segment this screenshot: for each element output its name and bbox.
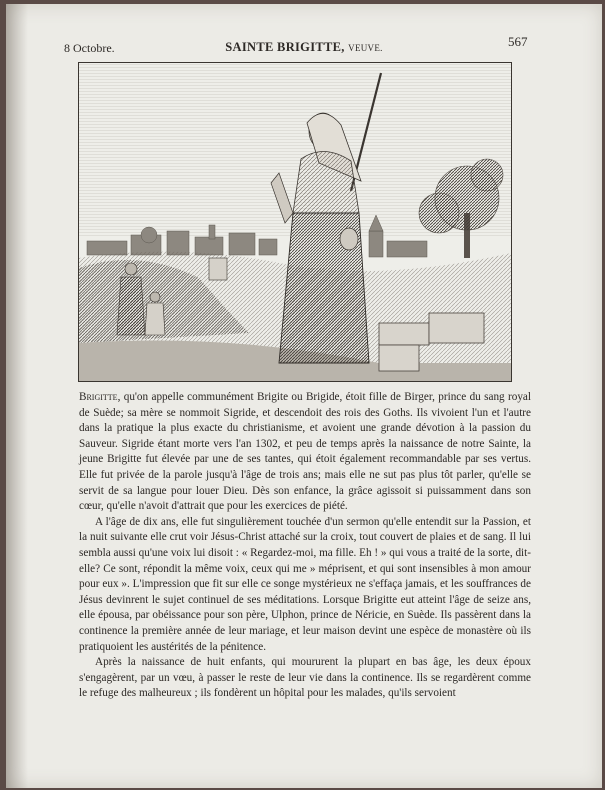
engraving-illustration: [78, 62, 512, 382]
paragraph-1: [79, 390, 531, 515]
page-number: 567: [508, 34, 528, 49]
body-text: [79, 390, 531, 702]
paragraph-3: Après la naissance de huit enfants, qui moururent la plupart en bas âge, les deux époux s'engagèrent, par un vœu, à passer le reste de leur vie dans la continence. Ils se regardèrent comme le refuge des malheureux ; ils fondèrent un hôpital pour les malades, qu'ils servoient: [79, 656, 531, 700]
page-shadow: [6, 4, 28, 788]
paragraph-2: A l'âge de dix ans, elle fut singulièrement touchée d'un sermon qu'elle entendit sur la Passion, et la nuit suivante elle crut voir Jésus-Christ attaché sur la croix, tout couvert de plaies et de sang. Il lui sembla aussi qu'une voix lui disoit : « Regardez-moi, ma fille. Eh ! » qui vous a traité de la sorte, dit-elle? Ce sont, répondit la même voix, ceux qui me » méprisent, et qui sont insensibles à mon amour pour eux ». L'impression que fit sur elle ce songe mystérieux ne s'effaça jamais, et les souffrances de Jésus devinrent le sujet continuel de ses méditations. Lorsque Brigitte eut atteint l'âge de seize ans, elle épousa, par obéissance pour son père, Ulphon, prince de Néricie, en Suède. Ils passèrent dans la continence la première année de leur mariage, et leur maison devint une espèce de monastère où ils pratiquoient les austérités de la pénitence.: [79, 515, 531, 653]
paragraph-1-text: , qu'on appelle communément Brigite ou Brigide, étoit fille de Birger, prince du sang royal de Suède; sa mère se nommoit Sigride, et descendoit des rois des Goths. Ils vivoient l'un et l'autre dans la pratique la plus exacte du christianisme, et avoient une grande dévotion à la passion du Sauveur. Sigride étant morte vers l'an 1302, et peu de temps après la naissance de notre Sainte, la jeune Brigitte fut élevée par une de ses tantes, qui étoit également recommandable par ses vertus. Elle fut privée de la parole jusqu'à l'âge de trois ans; mais elle ne sut pas plus tôt parler, qu'elle se servit de sa langue pour louer Dieu. Dès son enfance, la grâce agissoit si puissamment dans son cœur, qu'elle n'avoit d'attrait que pour les exercices de piété.: [79, 391, 531, 513]
book-page: [6, 4, 602, 788]
header-date: 8 Octobre.: [64, 41, 115, 55]
header-title-main: SAINTE BRIGITTE,: [225, 40, 345, 54]
dropcap-word: Brigitte: [79, 391, 118, 403]
header-title-suffix: VEUVE.: [348, 43, 383, 53]
fountain: [209, 258, 227, 280]
engraving-svg: [79, 63, 511, 381]
